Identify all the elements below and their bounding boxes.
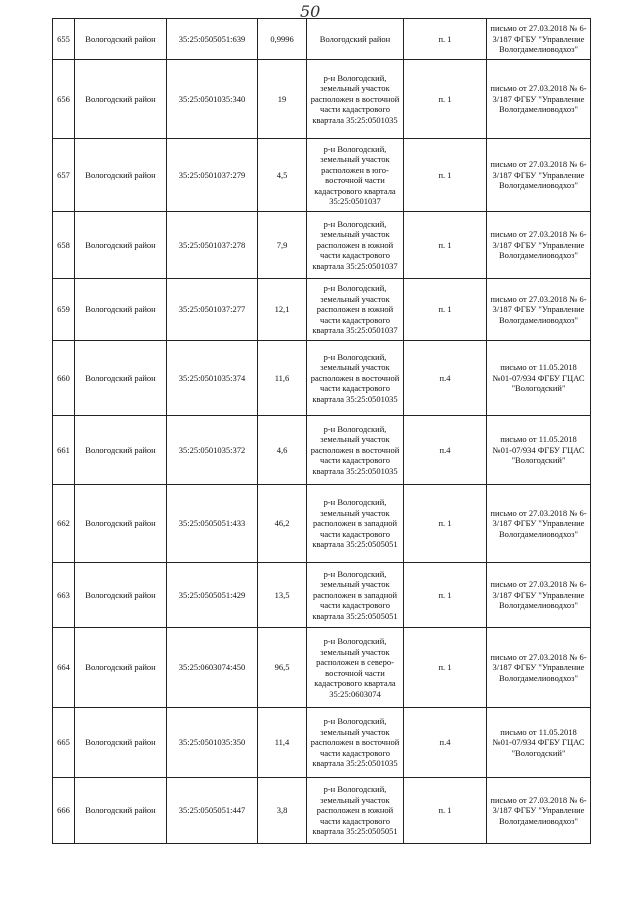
table-row bbox=[53, 708, 591, 778]
row-number: 663 bbox=[53, 563, 75, 628]
area-cell: 12,1 bbox=[258, 279, 307, 341]
area-cell: 3,8 bbox=[258, 778, 307, 844]
item-cell: п. 1 bbox=[404, 485, 487, 563]
table-row bbox=[53, 139, 591, 212]
document-cell: письмо от 27.03.2018 № 6-3/187 ФГБУ "Управление Вологдамелиоводхоз" bbox=[487, 19, 591, 60]
document-cell: письмо от 11.05.2018 №01-07/934 ФГБУ ГЦАС "Вологодский" bbox=[487, 708, 591, 778]
item-cell: п. 1 bbox=[404, 628, 487, 708]
document-cell: письмо от 27.03.2018 № 6-3/187 ФГБУ "Управление Вологдамелиоводхоз" bbox=[487, 628, 591, 708]
row-number: 657 bbox=[53, 139, 75, 212]
document-cell: письмо от 27.03.2018 № 6-3/187 ФГБУ "Управление Вологдамелиоводхоз" bbox=[487, 212, 591, 279]
cadastral-number-cell: 35:25:0505051:433 bbox=[167, 485, 258, 563]
location-cell: р-н Вологодский, земельный участок расположен в западной части кадастрового квартала 35:25:0505051 bbox=[307, 485, 404, 563]
table-row bbox=[53, 212, 591, 279]
cadastral-number-cell: 35:25:0501035:340 bbox=[167, 60, 258, 139]
item-cell: п. 1 bbox=[404, 139, 487, 212]
document-cell: письмо от 27.03.2018 № 6-3/187 ФГБУ "Управление Вологдамелиоводхоз" bbox=[487, 139, 591, 212]
location-cell: р-н Вологодский, земельный участок расположен в западной части кадастрового квартала 35:25:0505051 bbox=[307, 563, 404, 628]
district-cell: Вологодский район bbox=[75, 628, 167, 708]
row-number: 662 bbox=[53, 485, 75, 563]
document-cell: письмо от 27.03.2018 № 6-3/187 ФГБУ "Управление Вологдамелиоводхоз" bbox=[487, 778, 591, 844]
table-row bbox=[53, 341, 591, 416]
row-number: 665 bbox=[53, 708, 75, 778]
area-cell: 96,5 bbox=[258, 628, 307, 708]
district-cell: Вологодский район bbox=[75, 708, 167, 778]
item-cell: п. 1 bbox=[404, 563, 487, 628]
district-cell: Вологодский район bbox=[75, 139, 167, 212]
row-number: 659 bbox=[53, 279, 75, 341]
item-cell: п. 1 bbox=[404, 19, 487, 60]
district-cell: Вологодский район bbox=[75, 212, 167, 279]
row-number: 664 bbox=[53, 628, 75, 708]
area-cell: 11,4 bbox=[258, 708, 307, 778]
document-cell: письмо от 27.03.2018 № 6-3/187 ФГБУ "Управление Вологдамелиоводхоз" bbox=[487, 279, 591, 341]
location-cell: р-н Вологодский, земельный участок расположен в юго-восточной части кадастрового квартала 35:25:0501037 bbox=[307, 139, 404, 212]
document-cell: письмо от 27.03.2018 № 6-3/187 ФГБУ "Управление Вологдамелиоводхоз" bbox=[487, 60, 591, 139]
row-number: 656 bbox=[53, 60, 75, 139]
table-row bbox=[53, 416, 591, 485]
area-cell: 4,6 bbox=[258, 416, 307, 485]
district-cell: Вологодский район bbox=[75, 778, 167, 844]
location-cell: р-н Вологодский, земельный участок расположен в северо-восточной части кадастрового квартала 35:25:0603074 bbox=[307, 628, 404, 708]
table-row bbox=[53, 60, 591, 139]
item-cell: п. 1 bbox=[404, 212, 487, 279]
district-cell: Вологодский район bbox=[75, 279, 167, 341]
page-number: 50 bbox=[300, 2, 321, 21]
cadastral-number-cell: 35:25:0505051:639 bbox=[167, 19, 258, 60]
area-cell: 11,6 bbox=[258, 341, 307, 416]
cadastral-number-cell: 35:25:0501035:374 bbox=[167, 341, 258, 416]
cadastral-number-cell: 35:25:0501035:372 bbox=[167, 416, 258, 485]
cadastral-number-cell: 35:25:0505051:447 bbox=[167, 778, 258, 844]
table-body bbox=[53, 19, 591, 844]
district-cell: Вологодский район bbox=[75, 60, 167, 139]
row-number: 660 bbox=[53, 341, 75, 416]
table-row bbox=[53, 628, 591, 708]
row-number: 655 bbox=[53, 19, 75, 60]
item-cell: п.4 bbox=[404, 708, 487, 778]
cadastral-number-cell: 35:25:0505051:429 bbox=[167, 563, 258, 628]
cadastral-number-cell: 35:25:0501037:279 bbox=[167, 139, 258, 212]
location-cell: р-н Вологодский, земельный участок расположен в восточной части кадастрового квартала 35:25:0501035 bbox=[307, 416, 404, 485]
table-row bbox=[53, 485, 591, 563]
location-cell: р-н Вологодский, земельный участок расположен в южной части кадастрового квартала 35:25:0505051 bbox=[307, 778, 404, 844]
table-row bbox=[53, 778, 591, 844]
item-cell: п. 1 bbox=[404, 778, 487, 844]
document-cell: письмо от 27.03.2018 № 6-3/187 ФГБУ "Управление Вологдамелиоводхоз" bbox=[487, 563, 591, 628]
location-cell: р-н Вологодский, земельный участок расположен в восточной части кадастрового квартала 35:25:0501035 bbox=[307, 341, 404, 416]
district-cell: Вологодский район bbox=[75, 485, 167, 563]
district-cell: Вологодский район bbox=[75, 19, 167, 60]
item-cell: п. 1 bbox=[404, 60, 487, 139]
land-registry-table bbox=[52, 18, 591, 844]
area-cell: 46,2 bbox=[258, 485, 307, 563]
table-row bbox=[53, 563, 591, 628]
item-cell: п.4 bbox=[404, 416, 487, 485]
area-cell: 4,5 bbox=[258, 139, 307, 212]
location-cell: р-н Вологодский, земельный участок расположен в восточной части кадастрового квартала 35:25:0501035 bbox=[307, 708, 404, 778]
document-cell: письмо от 11.05.2018 №01-07/934 ФГБУ ГЦАС "Вологодский" bbox=[487, 341, 591, 416]
district-cell: Вологодский район bbox=[75, 416, 167, 485]
row-number: 661 bbox=[53, 416, 75, 485]
item-cell: п.4 bbox=[404, 341, 487, 416]
area-cell: 19 bbox=[258, 60, 307, 139]
cadastral-number-cell: 35:25:0501037:277 bbox=[167, 279, 258, 341]
row-number: 658 bbox=[53, 212, 75, 279]
table-row bbox=[53, 19, 591, 60]
table-row bbox=[53, 279, 591, 341]
location-cell: р-н Вологодский, земельный участок расположен в восточной части кадастрового квартала 35:25:0501035 bbox=[307, 60, 404, 139]
cadastral-number-cell: 35:25:0501035:350 bbox=[167, 708, 258, 778]
district-cell: Вологодский район bbox=[75, 563, 167, 628]
document-cell: письмо от 11.05.2018 №01-07/934 ФГБУ ГЦАС "Вологодский" bbox=[487, 416, 591, 485]
district-cell: Вологодский район bbox=[75, 341, 167, 416]
location-cell: р-н Вологодский, земельный участок расположен в южной части кадастрового квартала 35:25:0501037 bbox=[307, 212, 404, 279]
location-cell: Вологодский район bbox=[307, 19, 404, 60]
row-number: 666 bbox=[53, 778, 75, 844]
area-cell: 13,5 bbox=[258, 563, 307, 628]
location-cell: р-н Вологодский, земельный участок расположен в южной части кадастрового квартала 35:25:0501037 bbox=[307, 279, 404, 341]
area-cell: 0,9996 bbox=[258, 19, 307, 60]
cadastral-number-cell: 35:25:0501037:278 bbox=[167, 212, 258, 279]
cadastral-number-cell: 35:25:0603074:450 bbox=[167, 628, 258, 708]
item-cell: п. 1 bbox=[404, 279, 487, 341]
document-cell: письмо от 27.03.2018 № 6-3/187 ФГБУ "Управление Вологдамелиоводхоз" bbox=[487, 485, 591, 563]
area-cell: 7,9 bbox=[258, 212, 307, 279]
